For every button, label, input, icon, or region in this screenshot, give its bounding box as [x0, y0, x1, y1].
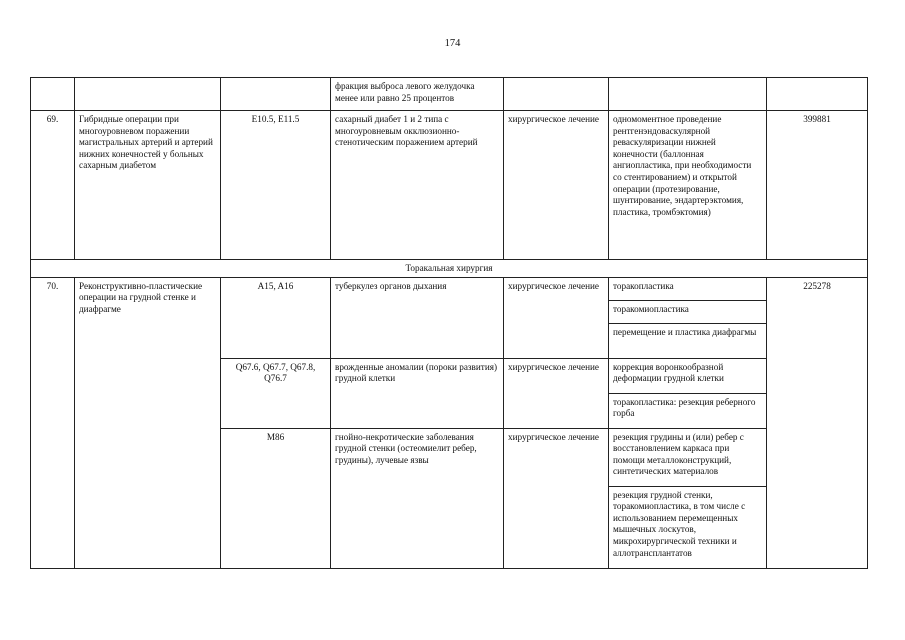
cell-name: Реконструктивно-пластические операции на грудной стенке и диафрагме — [75, 277, 221, 568]
cell-codes: E10.5, E11.5 — [221, 111, 331, 260]
cell-treatment — [504, 78, 609, 111]
cell-price — [767, 78, 868, 111]
cell-method: резекция грудной стенки, торакомиопластика, в том числе с использованием перемещенных мышечных лоскутов, микрохирургической техники и аллотрансплантатов — [609, 486, 767, 568]
cell-diagnosis: гнойно-некротические заболевания грудной стенки (остеомиелит ребер, грудины), лучевые язвы — [331, 428, 504, 568]
cell-codes: M86 — [221, 428, 331, 568]
cell-codes: Q67.6, Q67.7, Q67.8, Q76.7 — [221, 358, 331, 428]
table-row-69 — [31, 111, 868, 260]
cell-num — [31, 78, 75, 111]
cell-diagnosis: туберкулез органов дыхания — [331, 277, 504, 358]
cell-method: перемещение и пластика диафрагмы — [609, 323, 767, 358]
cell-diagnosis: фракция выброса левого желудочка менее или равно 25 процентов — [331, 78, 504, 111]
cell-name — [75, 78, 221, 111]
cell-price: 225278 — [767, 277, 868, 568]
cell-method: резекция грудины и (или) ребер с восстановлением каркаса при помощи металлоконструкций, синтетических материалов — [609, 428, 767, 486]
cell-treatment: хирургическое лечение — [504, 358, 609, 428]
cell-name: Гибридные операции при многоуровневом поражении магистральных артерий и артерий нижних конечностей у больных сахарным диабетом — [75, 111, 221, 260]
cell-num: 69. — [31, 111, 75, 260]
procedures-table — [30, 77, 868, 569]
cell-method: коррекция воронкообразной деформации грудной клетки — [609, 358, 767, 393]
cell-price: 399881 — [767, 111, 868, 260]
section-title: Торакальная хирургия — [31, 260, 868, 278]
cell-codes: A15, A16 — [221, 277, 331, 358]
cell-treatment: хирургическое лечение — [504, 428, 609, 568]
cell-diagnosis: врожденные аномалии (пороки развития) грудной клетки — [331, 358, 504, 428]
cell-treatment: хирургическое лечение — [504, 277, 609, 358]
cell-treatment: хирургическое лечение — [504, 111, 609, 260]
table-row-continuation — [31, 78, 868, 111]
cell-method: торакопластика: резекция реберного горба — [609, 393, 767, 428]
cell-method: торакопластика — [609, 277, 767, 300]
page-number: 174 — [444, 38, 461, 49]
cell-method: торакомиопластика — [609, 300, 767, 323]
cell-num: 70. — [31, 277, 75, 568]
cell-diagnosis: сахарный диабет 1 и 2 типа с многоуровневым окклюзионно-стенотическим поражением артерий — [331, 111, 504, 260]
cell-method — [609, 78, 767, 111]
table-row-70 — [31, 277, 868, 300]
cell-method: одномоментное проведение рентгенэндоваскулярной реваскуляризации нижней конечности (баллонная ангиопластика, при необходимости со стентированием) и открытой операции (протезирование, шунтирование, эндартерэктомия, пластика, тромбэктомия) — [609, 111, 767, 260]
section-row — [31, 260, 868, 278]
cell-codes — [221, 78, 331, 111]
